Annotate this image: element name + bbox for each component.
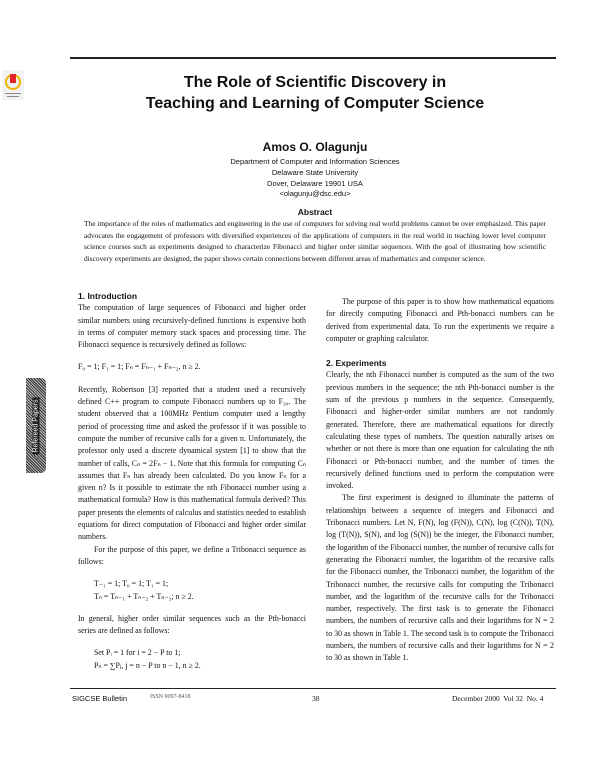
top-rule <box>70 57 556 59</box>
tribonacci-equation-initial: T₋₁ = 1; T₀ = 1; T₁ = 1; <box>94 579 169 589</box>
intro-paragraph-4: In general, higher order similar sequences such as the Pth-bonacci series are defined as follows: <box>78 613 306 636</box>
footer-issue: December 2000 Vol 32 No. 4 <box>452 694 544 703</box>
footer-rule <box>70 688 556 689</box>
abstract-text: The importance of the roles of mathematics and engineering in the use of computers for solving real world problems cannot be over emphasized. This paper advocates the engagement of professors with diversified experiences of the applications of computers in the real world in teaching lower level computer science courses such as experiments designed to characterize Fibonacci and higher order similar sequences. With the goal of illustrating how scientific discovery experiments are designed, the paper shows certain connections between different areas of mathematics and computer science. <box>84 219 546 263</box>
section-heading-introduction: 1. Introduction <box>78 291 138 301</box>
check-for-updates-logo[interactable] <box>2 70 24 100</box>
section-side-tab <box>26 378 46 473</box>
paper-title <box>80 72 550 114</box>
tribonacci-equation-recurrence: Tₙ = Tₙ₋₁ + Tₙ₋₂ + Tₙ₋₃; n ≥ 2. <box>94 591 194 601</box>
intro-paragraph-2: Recently, Robertson [3] reported that a student used a recursively defined C++ program to compute Fibonacci numbers up to F₃₀. The student observed that a 100MHz Pentium computer used a lengthy period of processing time and asked the professor if it was possible to compute the number of recursive calls for a given n. Unfortunately, the professor only used a discrete dynamical system [1] to show that the number of calls, Cₙ = 2Fₙ − 1. Note that this formula for computing Cₙ assumes that Fₙ has already been calculated. Do you know Fₙ for a given n? Is it possible to estimate the nth Fibonacci number using a mathematical formula? How is this mathematical formula derived? This paper presents the elements of calculus and statistics needed to establish equations for direct computation of Fibonacci and higher order similar numbers. <box>78 384 306 542</box>
footer-issn: ISSN 0097-8418 <box>150 694 191 700</box>
intro-paragraph-3: For the purpose of this paper, we define a Tribonacci sequence as follows: <box>78 544 306 566</box>
footer-page-number: 38 <box>312 694 320 703</box>
affiliation-department: Department of Computer and Information Sciences <box>230 157 400 166</box>
side-tab-label: Refereed Papers <box>32 399 40 452</box>
affiliation-university: Delaware State University <box>271 167 359 177</box>
bookmark-icon <box>2 70 24 100</box>
title-line-1: The Role of Scientific Discovery in <box>183 74 447 91</box>
experiments-paragraph-1: Clearly, the nth Fibonacci number is computed as the sum of the two previous numbers in the sequence; the nth Pth-bonacci number is the sum of the previous p numbers in the sequence. Consequently, Fibonacci and higher-order similar numbers are not randomly generated. Therefore, there are mathematical equations for directly calculating these types of numbers. The question naturally arises on whether or not there is more than one equation for calculating the nth Fibonacci or Pth-bonacci number, and the number of times the recursively defined functions used to perform the computation were invoked. <box>326 370 554 491</box>
affiliation-address: Dover, Delaware 19901 USA <box>267 178 363 188</box>
abstract-heading: Abstract <box>297 207 333 217</box>
section-heading-experiments: 2. Experiments <box>326 358 387 369</box>
title-line-2: Teaching and Learning of Computer Science <box>145 95 485 112</box>
experiments-paragraph-2: The first experiment is designed to illuminate the patterns of relationships between a sequence of integers and Fibonacci and Tribonacci numbers. Let N, F(N), log (F(N)), C(N), log (C(N)), T(N), log (T(N)), S(N), and log (S(N)) be the integer, the Fibonacci number, the logarithm of the Fibonacci number, the number of recursive calls for generating the Fibonacci number, the logarithm of the recursive calls for the Fibonacci number, the Tribonacci number, the logarithm of the Tribonacci number, the recursive calls for computing the Tribonacci number, and the logarithm of the recursive calls for the Tribonacci number, respectively. The first task is to generate the Fibonacci numbers, the numbers of recursive calls and their logarithms for N = 2 to 30 as shown in Table 1. The second task is to compute the Tribonacci numbers, the numbers of recursive calls and their logarithms for N = 2 to 30 as shown in Table 1. <box>326 493 554 663</box>
footer-journal: SIGCSE Bulletin <box>72 694 128 703</box>
left-column <box>78 290 306 672</box>
pthbonacci-equation-recurrence: Pₙ = ∑Pⱼ, j = n − P to n − 1, n ≥ 2. <box>94 660 201 670</box>
pthbonacci-equation-initial: Set Pᵢ = 1 for i = 2 − P to 1; <box>94 648 181 658</box>
author-name: Amos O. Olagunju <box>262 140 368 154</box>
fibonacci-equation: F₀ = 1; F₁ = 1; Fₙ = Fₙ₋₁ + Fₙ₋₂, n ≥ 2. <box>78 362 201 372</box>
right-column <box>326 296 554 665</box>
author-email: <olagunju@dsc.edu> <box>279 189 351 199</box>
intro-purpose-paragraph: The purpose of this paper is to show how mathematical equations for directly computing Fibonacci and Pth-bonacci numbers can be derived from experimental data. To run the experiments we require a computer or graphing calculator. <box>326 297 554 343</box>
author-affiliation <box>80 157 550 200</box>
intro-paragraph-1: The computation of large sequences of Fibonacci and higher order similar numbers using recursively-defined functions is expensive both in terms of computer memory stack spaces and processing time. The Fibonacci sequence is recursively defined as follows: <box>78 303 306 350</box>
